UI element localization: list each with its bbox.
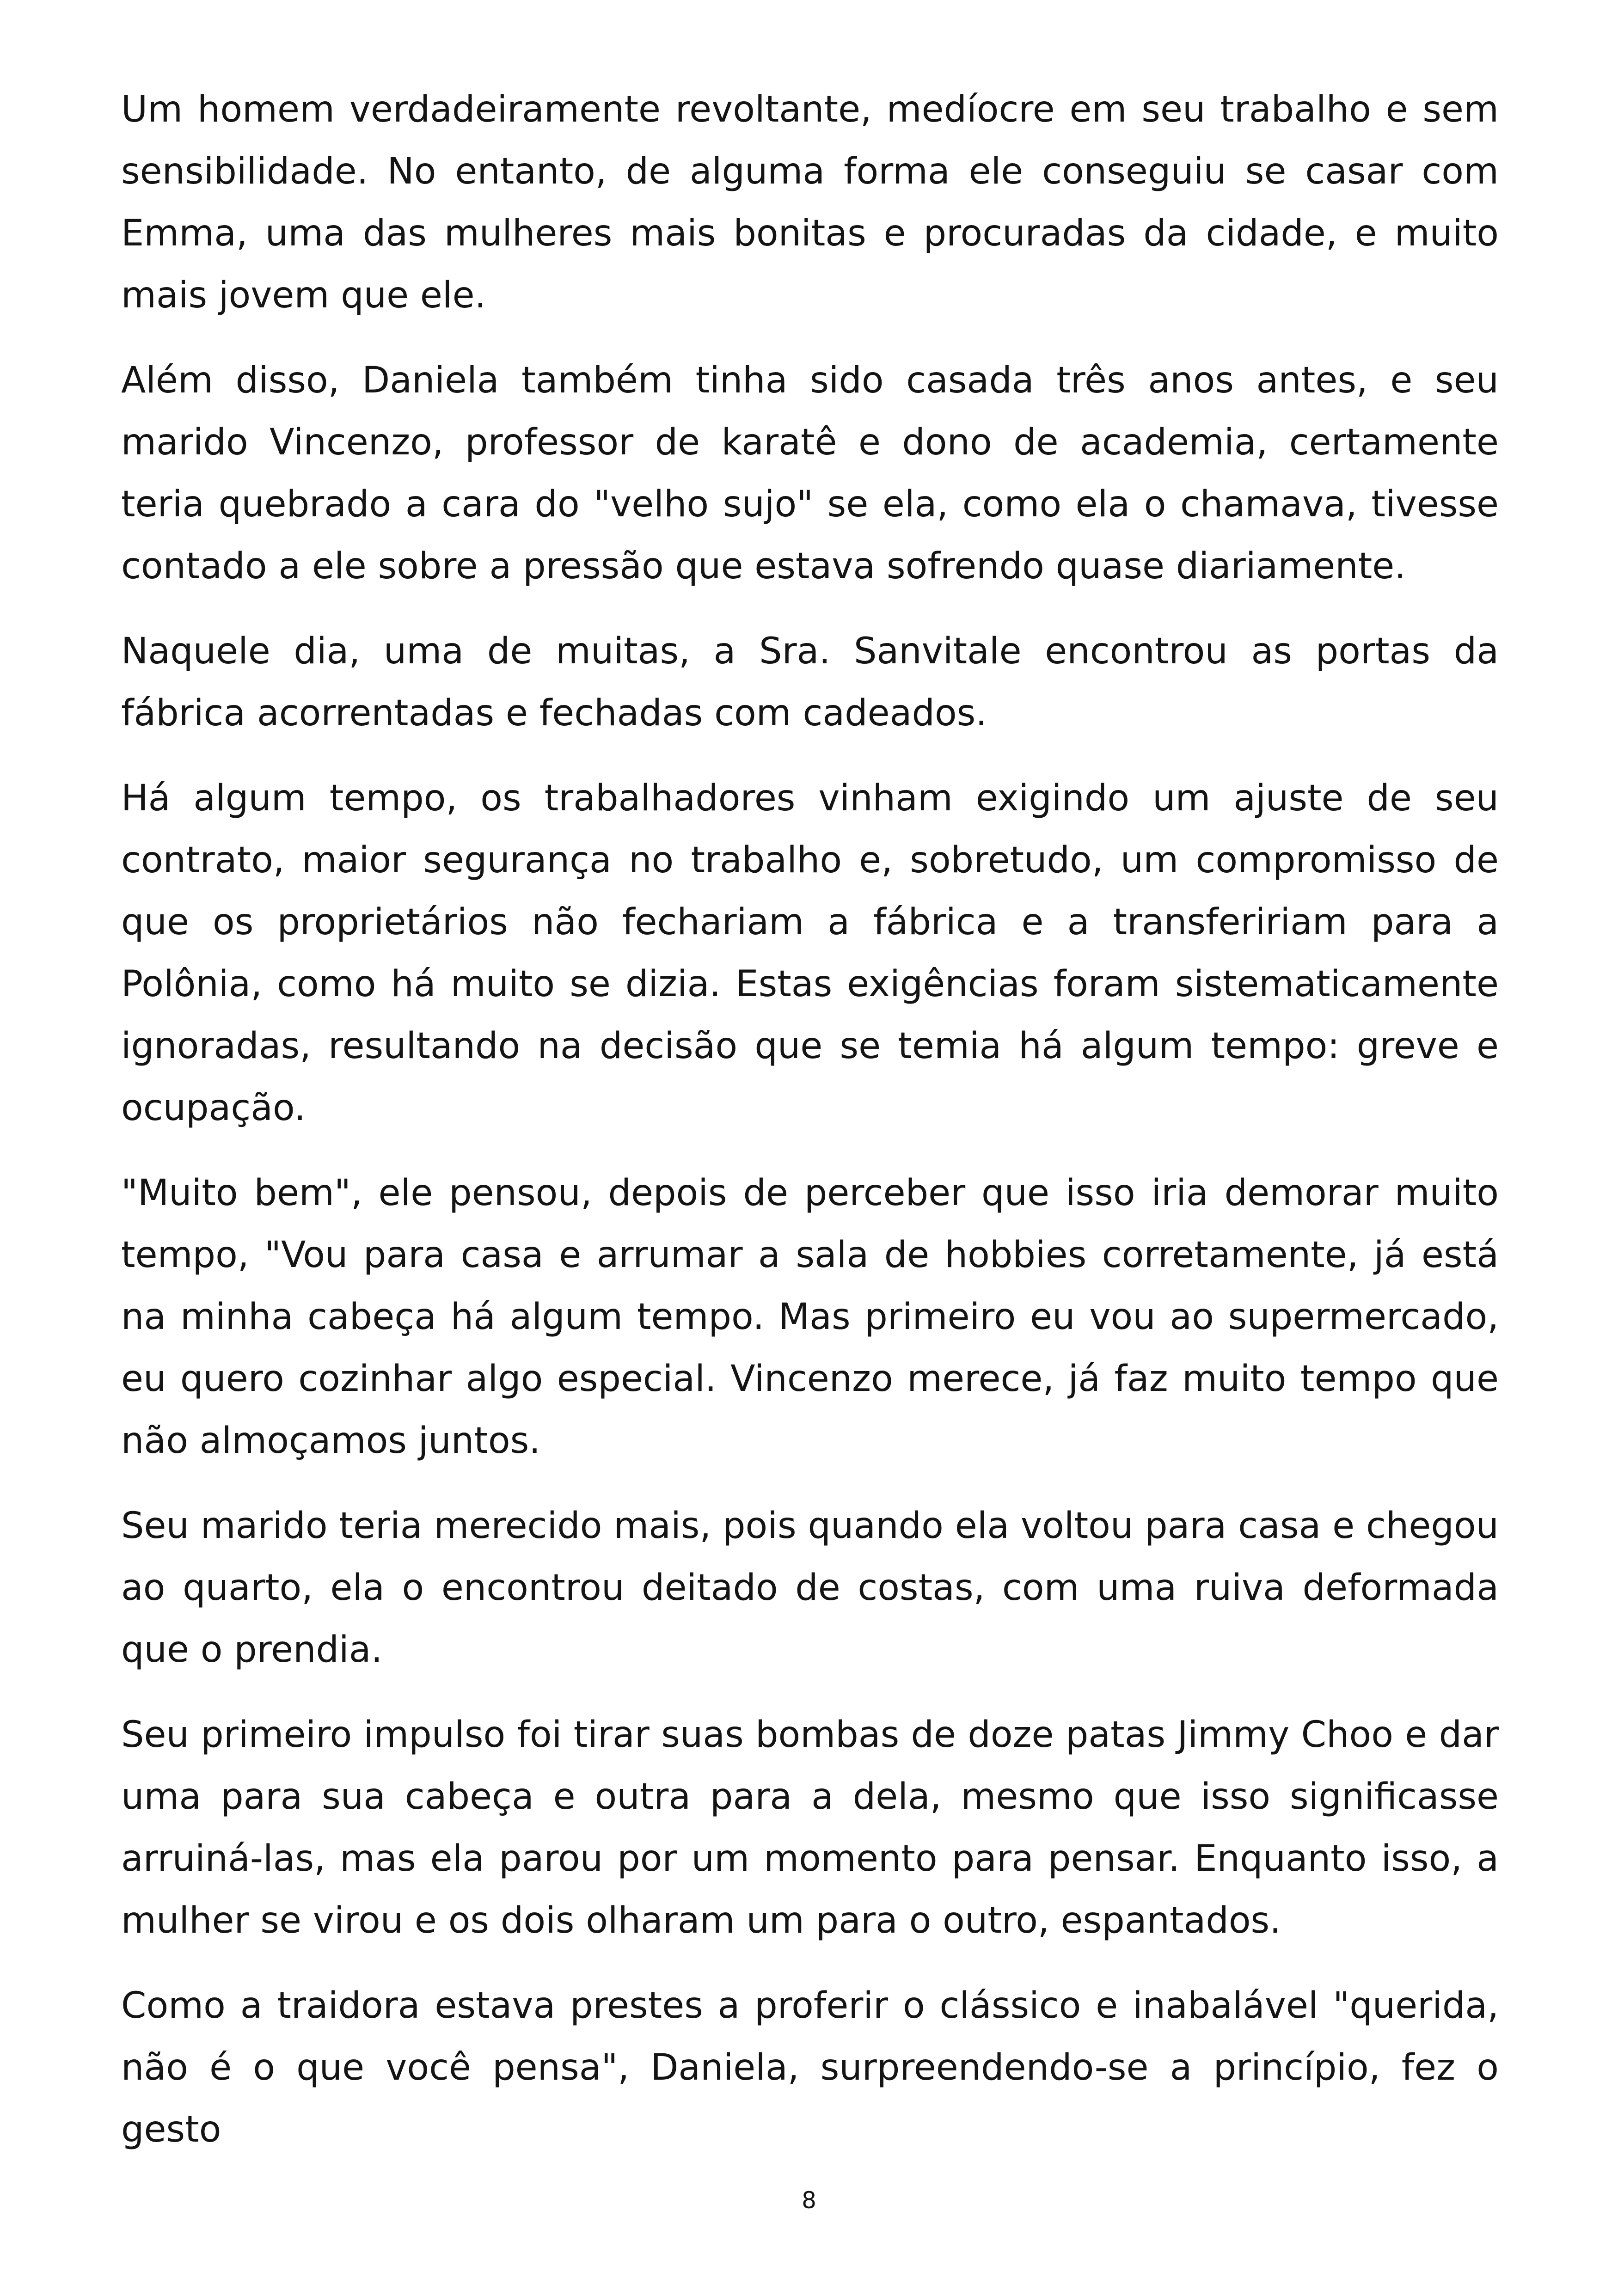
paragraph-7: Seu primeiro impulso foi tirar suas bombas de doze patas Jimmy Choo e dar uma para sua cabeça e outra para a dela, mesmo que isso significasse arruiná-las, mas ela parou por um momento para pensar. Enquanto isso, a mulher se virou e os dois olharam um para o outro, espantados. bbox=[121, 1714, 1499, 1941]
paragraph-3: Naquele dia, uma de muitas, a Sra. Sanvitale encontrou as portas da fábrica acorrentadas e fechadas com cadeados. bbox=[121, 631, 1499, 734]
paragraph-5: "Muito bem", ele pensou, depois de perceber que isso iria demorar muito tempo, "Vou para casa e arrumar a sala de hobbies corretamente, já está na minha cabeça há algum tempo. Mas primeiro eu vou ao supermercado, eu quero cozinhar algo especial. Vincenzo merece, já faz muito tempo que não almoçamos juntos. bbox=[121, 1172, 1499, 1462]
paragraph-2: Além disso, Daniela também tinha sido casada três anos antes, e seu marido Vincenzo, professor de karatê e dono de academia, certamente teria quebrado a cara do "velho sujo" se ela, como ela o chamava, tivesse contado a ele sobre a pressão que estava sofrendo quase diariamente. bbox=[121, 360, 1499, 587]
page-number: 8 bbox=[802, 2187, 816, 2214]
paragraph-6: Seu marido teria merecido mais, pois quando ela voltou para casa e chegou ao quarto, ela o encontrou deitado de costas, com uma ruiva deformada que o prendia. bbox=[121, 1505, 1499, 1671]
paragraph-4: Há algum tempo, os trabalhadores vinham exigindo um ajuste de seu contrato, maior segurança no trabalho e, sobretudo, um compromisso de que os proprietários não fechariam a fábrica e a transfeririam para a Polônia, como há muito se dizia. Estas exigências foram sistematicamente ignoradas, resultando na decisão que se temia há algum tempo: greve e ocupação. bbox=[121, 778, 1499, 1129]
body-text bbox=[121, 79, 1499, 2184]
paragraph-1: Um homem verdadeiramente revoltante, medíocre em seu trabalho e sem sensibilidade. No entanto, de alguma forma ele conseguiu se casar com Emma, uma das mulheres mais bonitas e procuradas da cidade, e muito mais jovem que ele. bbox=[121, 89, 1499, 316]
paragraph-8: Como a traidora estava prestes a proferir o clássico e inabalável "querida, não é o que você pensa", Daniela, surpreendendo-se a princípio, fez o gesto bbox=[121, 1985, 1499, 2150]
